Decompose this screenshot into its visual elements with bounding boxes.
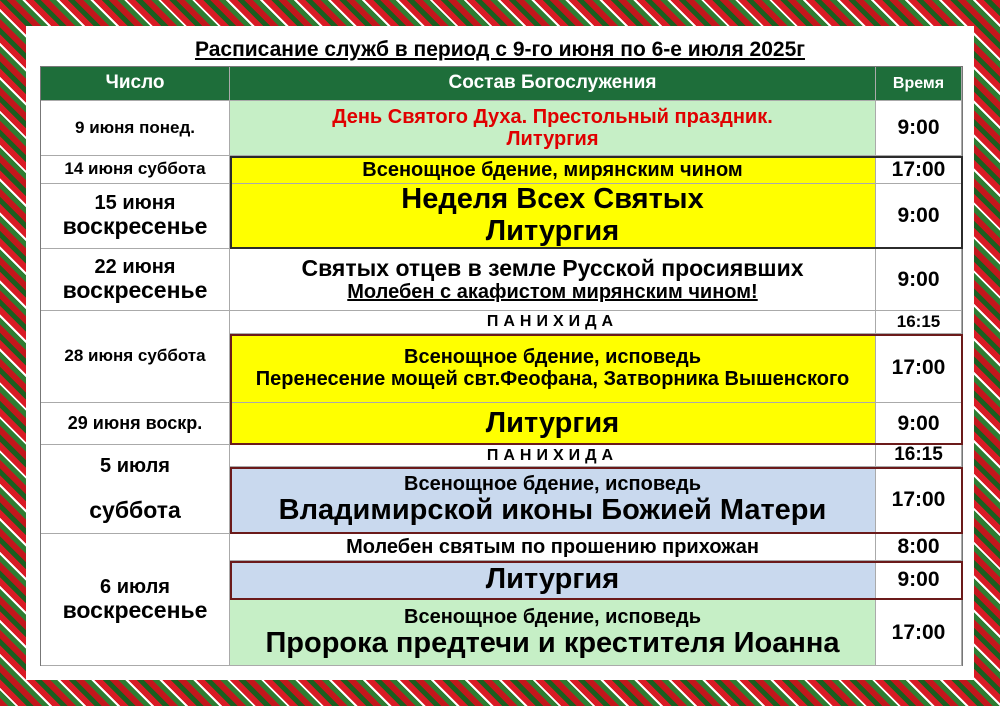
service-cell: Литургия xyxy=(230,403,876,445)
service-title: Всенощное бдение, исповедь xyxy=(404,473,701,496)
service-title: Всенощное бдение, исповедь xyxy=(404,605,701,628)
time-cell: 9:00 xyxy=(876,403,962,445)
service-subtitle: Молебен с акафистом мирянским чином! xyxy=(347,281,758,304)
date-cell: 28 июня суббота xyxy=(41,311,230,403)
time-cell: 17:00 xyxy=(876,600,962,666)
service-cell: Литургия xyxy=(230,561,876,600)
weekday-line: воскресенье xyxy=(62,213,208,240)
time-cell: 16:15 xyxy=(876,445,962,467)
date-cell xyxy=(41,445,230,534)
service-subtitle: Литургия xyxy=(506,128,599,150)
panikhida-cell: ПАНИХИДА xyxy=(230,311,876,334)
date-line: 6 июля xyxy=(100,575,170,598)
weekday-line: воскресенье xyxy=(62,276,208,303)
header-time: Время xyxy=(876,67,962,101)
service-cell xyxy=(230,334,876,403)
schedule-title: Расписание служб в период с 9-го июня по 6-е июля 2025г xyxy=(194,38,805,61)
service-title: День Святого Духа. Престольный праздник. xyxy=(332,106,773,128)
date-line: 15 июня xyxy=(94,192,176,215)
weekday-line: воскресенье xyxy=(62,596,208,623)
date-cell: 14 июня суббота xyxy=(41,156,230,184)
time-cell: 17:00 xyxy=(876,467,962,534)
service-cell xyxy=(230,467,876,534)
time-cell: 8:00 xyxy=(876,534,962,561)
service-cell: Молебен святым по прошению прихожан xyxy=(230,534,876,561)
service-title: Всенощное бдение, исповедь xyxy=(404,346,701,368)
date-cell: 9 июня понед. xyxy=(41,101,230,156)
service-subtitle: Перенесение мощей свт.Феофана, Затворника Вышенского xyxy=(255,368,850,390)
service-cell xyxy=(230,249,876,311)
service-cell xyxy=(230,184,876,249)
date-cell xyxy=(41,184,230,249)
service-subtitle: Пророка предтечи и крестителя Иоанна xyxy=(265,626,840,659)
service-subtitle: Литургия xyxy=(485,215,620,247)
panikhida-cell: ПАНИХИДА xyxy=(230,445,876,467)
time-cell: 9:00 xyxy=(876,101,962,156)
date-cell xyxy=(41,249,230,311)
service-title: Святых отцев в земле Русской просиявших xyxy=(301,254,804,281)
date-line: 22 июня xyxy=(94,255,176,278)
time-cell: 9:00 xyxy=(876,249,962,311)
date-line: 5 июля xyxy=(100,455,170,478)
header-service: Состав Богослужения xyxy=(230,67,876,101)
service-subtitle: Владимирской иконы Божией Матери xyxy=(278,494,827,527)
time-cell: 17:00 xyxy=(876,156,962,184)
weekday-line: суббота xyxy=(89,496,181,523)
time-cell: 9:00 xyxy=(876,561,962,600)
schedule-table xyxy=(40,66,963,666)
date-cell: 29 июня воскр. xyxy=(41,403,230,445)
service-cell xyxy=(230,101,876,156)
service-cell: Всенощное бдение, мирянским чином xyxy=(230,156,876,184)
time-cell: 9:00 xyxy=(876,184,962,249)
date-cell xyxy=(41,534,230,666)
service-cell xyxy=(230,600,876,666)
service-title: Неделя Всех Святых xyxy=(401,183,704,216)
time-cell: 16:15 xyxy=(876,311,962,334)
header-date: Число xyxy=(41,67,230,101)
time-cell: 17:00 xyxy=(876,334,962,403)
